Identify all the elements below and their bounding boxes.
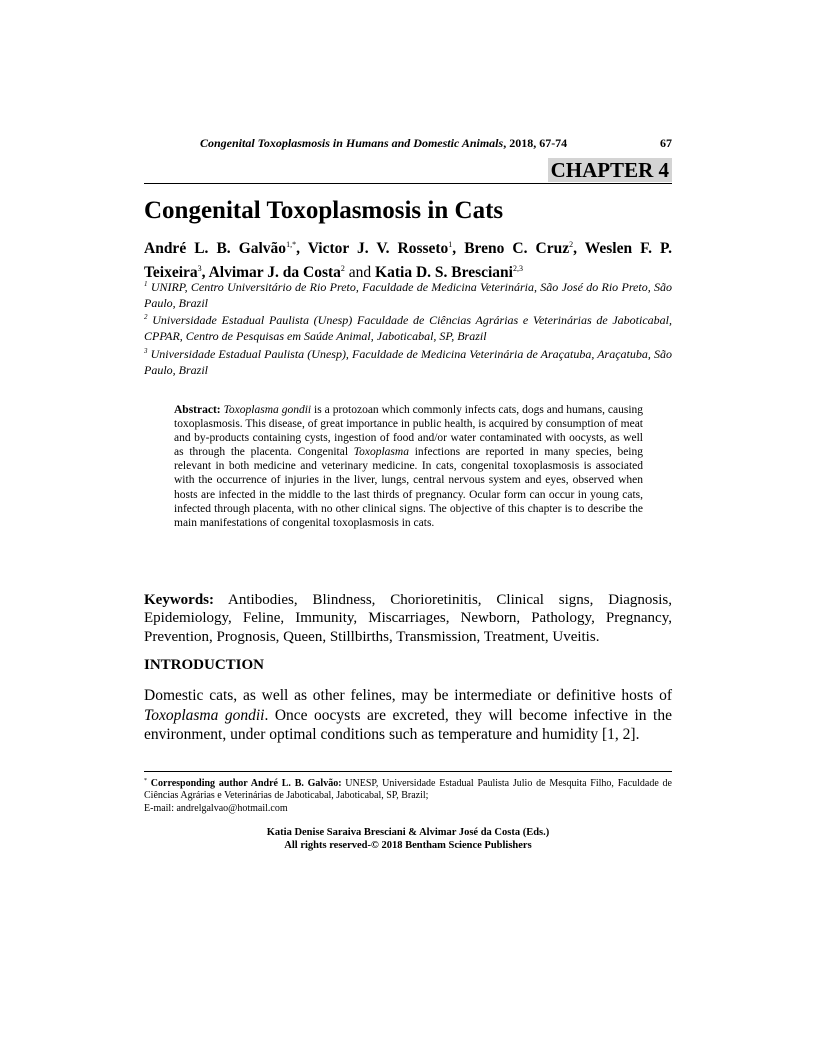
author-affiliation-mark: 2 (340, 264, 345, 273)
author-name: Victor J. V. Rosseto (307, 240, 449, 257)
abstract-species: Toxoplasma gondii (223, 404, 312, 416)
author-affiliation-mark: 3 (197, 264, 202, 273)
journal-title: Congenital Toxoplasmosis in Humans and Domestic Animals (200, 136, 504, 150)
abstract-text-cont: infections are reported in many species, being relevant in both medicine and veterinary medicine. In cats, congenital toxoplasmosis is associated with the occurrence of injuries in the liver, lungs, central nervous system and eyes, observed when hosts are infected in the middle to the last thirds of pregnancy. Ocular form can occur in young cats, infected through placenta, with no other clinical signs. The objective of this chapter is to describe the main manifestations of congenital toxoplasmosis in cats. (174, 446, 643, 529)
page-number: 67 (660, 136, 672, 150)
affiliation-3 (144, 343, 672, 378)
intro-species: Toxoplasma gondii (144, 706, 265, 724)
affiliation-mark: 1 (144, 280, 148, 288)
author-name: Katia D. S. Bresciani (375, 264, 513, 281)
keywords (144, 591, 672, 646)
affiliation-mark: 3 (144, 347, 148, 355)
author-affiliation-mark: 2,3 (512, 264, 523, 273)
keywords-text: Antibodies, Blindness, Chorioretinitis, Clinical signs, Diagnosis, Epidemiology, Feline, Immunity, Miscarriages, Newborn, Pathology, Pregnancy, Prevention, Prognosis, Queen, Stillbirths, Transmission, Treatment, Uveitis. (144, 592, 672, 645)
affiliation-1 (144, 276, 672, 311)
affiliation-mark: 2 (144, 313, 148, 321)
abstract-text: is a protozoan which commonly infects cats, dogs and humans, causing toxoplasmosis. This disease, of great importance in public health, is acquired by consumption of meat and by-products containing cysts, ingestion of food and/or water contaminated with oocysts, as well as through the placenta. Congenital (174, 404, 644, 459)
chapter-label: CHAPTER 4 (548, 158, 672, 182)
rights-line: All rights reserved-© 2018 Bentham Science Publishers (284, 840, 532, 851)
intro-text: Domestic cats, as well as other felines, may be intermediate or definitive hosts of (144, 687, 672, 704)
footnote-mark: * (144, 778, 147, 784)
editors-line: Katia Denise Saraiva Bresciani & Alvimar José da Costa (Eds.) (266, 827, 550, 838)
introduction-paragraph (144, 686, 672, 745)
author-affiliation-mark: 1 (448, 240, 453, 249)
author-separator: , (573, 240, 585, 257)
keywords-label: Keywords: (144, 592, 214, 608)
affiliation-text: UNIRP, Centro Universitário de Rio Preto, Faculdade de Medicina Veterinária, São José do Rio Preto, São Paulo, Brazil (144, 280, 673, 310)
abstract (174, 403, 643, 530)
journal-details: , 2018, 67-74 (503, 136, 568, 150)
abstract-label: Abstract: (174, 404, 221, 416)
chapter-rule (144, 183, 672, 184)
abstract-genus: Toxoplasma (353, 446, 409, 459)
author-name: Breno C. Cruz (464, 240, 570, 257)
footnote (144, 775, 672, 815)
footnote-email: E-mail: andrelgalvao@hotmail.com (144, 802, 288, 814)
affiliation-text: Universidade Estadual Paulista (Unesp) Faculdade de Ciências Agrárias e Veterinárias de Jaboticabal, CPPAR, Centro de Pesquisas em Saúde Animal, Jaboticabal, SP, Brazil (144, 313, 673, 343)
author-separator: , (201, 264, 209, 281)
publisher-block (144, 826, 672, 852)
author-name: Weslen F. P. Teixeira (144, 240, 672, 281)
footnote-label: Corresponding author André L. B. Galvão: (150, 778, 342, 789)
affiliation-2 (144, 309, 672, 344)
chapter-title: Congenital Toxoplasmosis in Cats (144, 197, 504, 224)
footnote-text: UNESP, Universidade Estadual Paulista Julio de Mesquita Filho, Faculdade de Ciências Agrárias e Veterinárias de Jaboticabal, Jaboticabal, SP, Brazil; (144, 778, 672, 802)
author-name: Alvimar J. da Costa (208, 264, 341, 281)
intro-text-cont: . Once oocysts are excreted, they will become infective in the environment, under optimal conditions such as temperature and humidity [1, 2]. (144, 706, 672, 743)
affiliation-text: Universidade Estadual Paulista (Unesp), Faculdade de Medicina Veterinária de Araçatuba, Araçatuba, São Paulo, Brazil (144, 347, 672, 377)
author-separator: , (452, 240, 465, 257)
section-heading-introduction: INTRODUCTION (144, 657, 265, 673)
author-separator: , (296, 240, 308, 257)
author-affiliation-mark: 2 (569, 240, 574, 249)
footnote-rule (144, 771, 672, 772)
author-conjunction: and (344, 264, 376, 281)
running-head (200, 136, 672, 151)
author-name: André L. B. Galvão (144, 240, 287, 257)
author-affiliation-mark: 1,* (286, 240, 297, 249)
